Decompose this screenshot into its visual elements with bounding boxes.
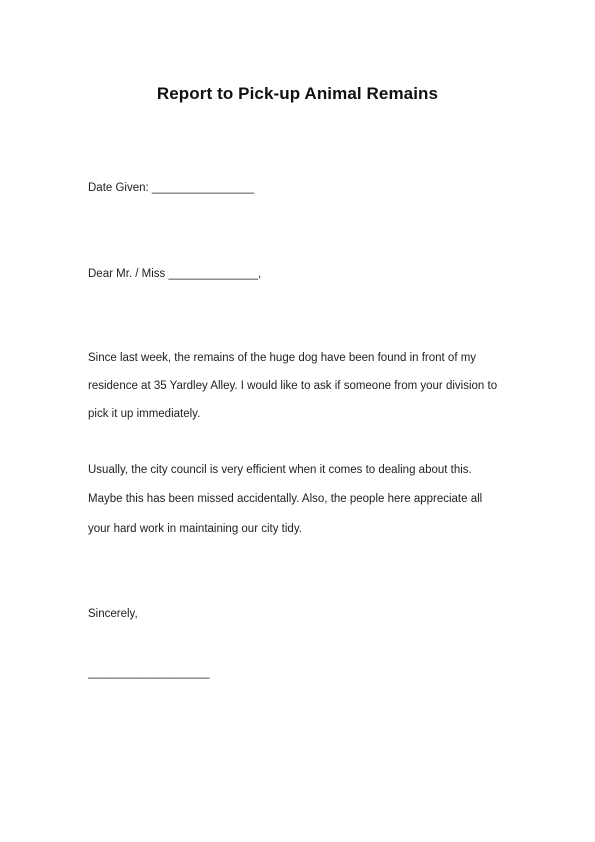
paragraph1-line-2: residence at 35 Yardley Alley. I would like to ask if someone from your division to <box>88 380 498 392</box>
paragraph2-line-3: your hard work in maintaining our city tidy. <box>88 523 302 535</box>
paragraph1-line-3: pick it up immediately. <box>88 408 201 420</box>
document-title: Report to Pick-up Animal Remains <box>156 84 439 103</box>
date-given-line: Date Given: ________________ <box>88 182 255 194</box>
paragraph1-line-1: Since last week, the remains of the huge dog have been found in front of my <box>88 352 477 364</box>
salutation-line: Dear Mr. / Miss ______________, <box>88 268 262 280</box>
signature-line: ___________________ <box>88 667 210 679</box>
paragraph2-line-1: Usually, the city council is very efficient when it comes to dealing about this. <box>88 464 472 476</box>
paragraph2-line-2: Maybe this has been missed accidentally. Also, the people here appreciate all <box>88 493 483 505</box>
closing-line: Sincerely, <box>88 608 138 620</box>
